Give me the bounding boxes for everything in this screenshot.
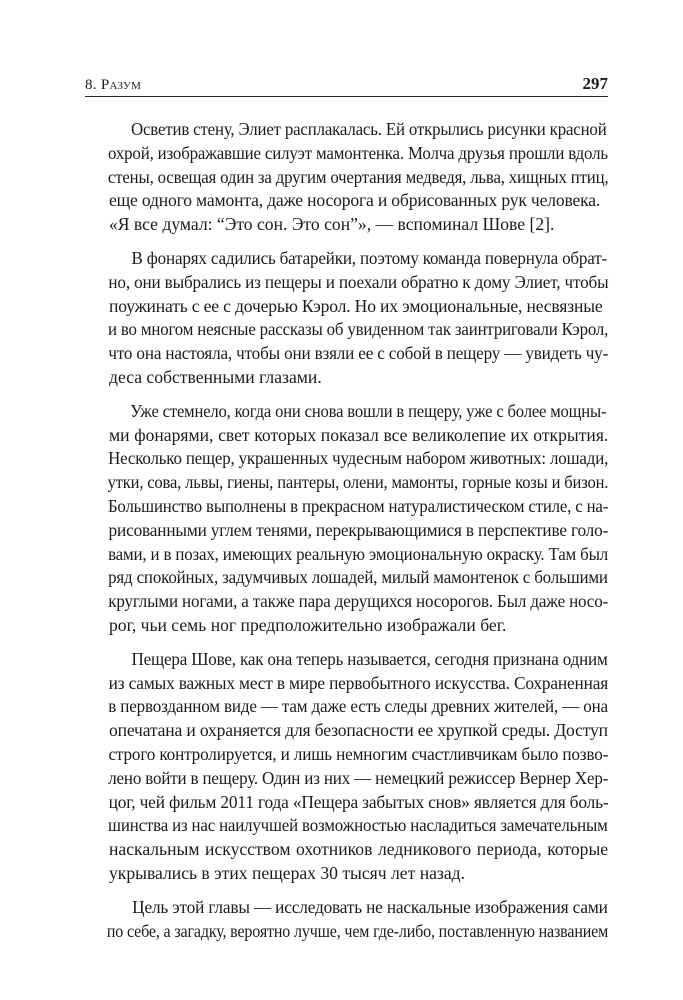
text-line: из самых важных мест в мире первобытного искусства. Сохраненная <box>108 672 609 693</box>
text-line: наскальным искусством охотников ледникового периода, которые <box>109 839 609 860</box>
paragraph <box>85 896 608 944</box>
text-line: рисованными углем тенями, перекрывающимися в перспективе голо- <box>108 519 609 540</box>
paragraph <box>85 400 608 638</box>
text-line: Пещера Шове, как она теперь называется, сегодня признана одним <box>131 648 608 669</box>
text-line: деса собственными глазами. <box>109 366 322 387</box>
text-line: ряд спокойных, задумчивых лошадей, милый мамонтенок с большими <box>108 567 608 588</box>
text-line: охрой, изображавшие силуэт мамонтенка. Молча друзья прошли вдоль <box>108 142 608 163</box>
text-line: еще одного мамонта, даже носорога и обрисованных рук человека. <box>109 190 601 211</box>
text-line: в первозданном виде — там даже есть следы древних жителей, — она <box>108 696 608 717</box>
text-line: но, они выбрались из пещеры и поехали обратно к дому Элиет, чтобы <box>108 271 609 292</box>
text-line: утки, сова, львы, гиены, пантеры, олени, мамонты, горные козы и бизон. <box>107 472 609 493</box>
chapter-title: 8. Разум <box>85 77 142 93</box>
paragraph <box>85 648 608 886</box>
text-line: и во многом неясные рассказы об увиденном так заинтриговали Кэрол, <box>107 319 609 340</box>
paragraph <box>85 247 608 390</box>
text-line: цог, чей фильм 2011 года «Пещера забытых снов» является для боль- <box>108 791 609 812</box>
text-line: вами, и в позах, имеющих реальную эмоциональную окраску. Там был <box>108 543 609 564</box>
text-line: по себе, а загадку, вероятно лучше, чем где-либо, поставленную названием <box>106 920 609 941</box>
text-line: Осветив стену, Элиет расплакалась. Ей открылись рисунки красной <box>130 119 607 139</box>
page-number: 297 <box>582 74 608 93</box>
text-line: укрывались в этих пещерах 30 тысяч лет назад. <box>109 862 466 883</box>
text-line: стены, освещая один за другим очертания медведя, льва, хищных птиц, <box>107 166 609 187</box>
text-line: ми фонарями, свет которых показал все великолепие их открытия. <box>109 424 609 445</box>
text-line: строго контролируется, и лишь немногим счастливчикам было позво- <box>108 743 609 764</box>
running-head <box>85 74 608 94</box>
text-line: шинства из нас наилучшей возможностью насладиться замечательным <box>108 815 608 836</box>
text-line: круглыми ногами, а также пара дерущихся носорогов. Был даже носо- <box>108 591 609 612</box>
paragraph <box>85 118 608 237</box>
text-line: «Я все думал: “Это сон. Это сон”», — вспоминал Шове [2]. <box>109 214 555 235</box>
text-line: поужинать с ее с дочерью Кэрол. Но их эмоциональные, несвязные <box>109 295 603 316</box>
header-rule <box>85 96 608 97</box>
text-line: Несколько пещер, украшенных чудесным набором животных: лошади, <box>108 448 609 469</box>
text-line: Уже стемнело, когда они снова вошли в пещеру, уже с более мощны- <box>130 400 607 421</box>
text-line: лено войти в пещеру. Один из них — немецкий режиссер Вернер Хер- <box>108 767 609 788</box>
text-line: Цель этой главы — исследовать не наскальные изображения сами <box>132 896 608 917</box>
text-line: опечатана и охраняется для безопасности ее хрупкой среды. Доступ <box>109 720 608 741</box>
text-line: В фонарях садились батарейки, поэтому команда повернула обрат- <box>131 247 608 268</box>
text-line: рог, чьи семь ног предположительно изображали бег. <box>109 614 507 635</box>
text-line: Большинство выполнены в прекрасном натуралистическом стиле, с на- <box>107 495 609 516</box>
text-line: что она настояла, чтобы они взяли ее с собой в пещеру — увидеть чу- <box>108 343 609 364</box>
body-text <box>85 118 608 943</box>
